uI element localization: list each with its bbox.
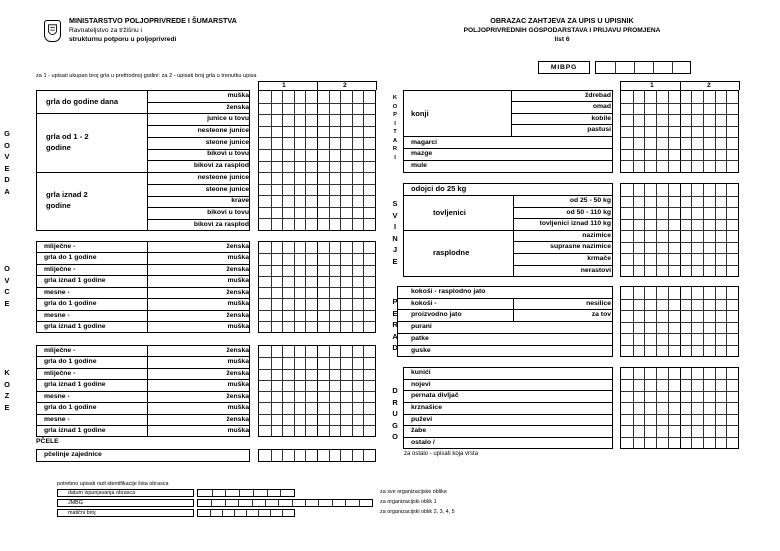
ovce-mlijecne-2: mliječne - xyxy=(44,266,76,273)
ovce-zenska-2: ženska xyxy=(226,266,249,273)
footer-title: potrebno upisati radi identifikacije lista obrasca xyxy=(57,481,169,487)
section-kopitari-letter: K xyxy=(392,95,398,101)
footer-datum-label: datum ispunjavanja obrasca xyxy=(68,490,136,496)
label-kokosi-rasplodno: kokoši - rasplodno jato xyxy=(411,288,486,295)
koze-mesne-2: mesne - xyxy=(44,416,70,423)
label-bikovi-u-tovu: bikovi u tovu xyxy=(207,150,249,157)
label-tovljenici-iznad: tovljenici iznad 110 kg xyxy=(539,220,611,227)
label-grla-do-godine: grla do godine dana xyxy=(46,97,119,106)
label-muska: muška xyxy=(227,92,249,99)
svinje-entry-grid[interactable] xyxy=(620,183,739,277)
footer-maticni-label-box xyxy=(57,509,194,517)
label-odojci: odojci do 25 kg xyxy=(411,184,467,193)
koze-zenska-1: ženska xyxy=(226,347,249,354)
label-ostalo: ostalo / xyxy=(411,439,435,446)
label-steone-junice: steone junice xyxy=(205,139,249,146)
section-perad-letter: E xyxy=(392,308,398,318)
footer-note-1: za sve organizacijske oblike xyxy=(380,489,447,495)
label-godine-2: godine xyxy=(46,201,71,210)
ovce-muska-4: muška xyxy=(227,323,249,330)
section-ovce-letter: O xyxy=(4,264,10,273)
ovce-muska-2: muška xyxy=(227,277,249,284)
ovce-zenska-1: ženska xyxy=(226,243,249,250)
section-svinje-letter: I xyxy=(393,222,397,231)
label-kobile: kobile xyxy=(591,115,611,122)
label-pcelinje-zajednice: pčelinje zajednice xyxy=(44,451,102,458)
label-bikovi-za-rasplod-2: bikovi za rasplod xyxy=(193,221,249,228)
section-drugo-letter: U xyxy=(392,409,398,418)
label-rasplodne: rasplodne xyxy=(433,248,470,257)
label-od-50-110: od 50 - 110 kg xyxy=(566,209,611,216)
label-proizvodno-jato: proizvodno jato xyxy=(411,311,462,318)
section-svinje-letter: J xyxy=(392,245,398,254)
sheet-number: list 6 xyxy=(554,36,570,43)
goveda-entry-grid[interactable] xyxy=(258,90,376,231)
label-nazimice: nazimice xyxy=(582,232,611,239)
section-svinje-letter: V xyxy=(392,210,398,220)
section-goveda-letter: D xyxy=(4,175,10,184)
section-perad-letter: D xyxy=(392,343,398,352)
footer-note-2: za organizacijski oblik 1 xyxy=(380,499,437,505)
ovce-grla-do-1: grla do 1 godine xyxy=(44,254,97,261)
section-ovce-letter: C xyxy=(4,287,10,296)
section-koze xyxy=(2,367,12,413)
mibpg-input[interactable] xyxy=(595,61,691,74)
kopitari-entry-grid[interactable] xyxy=(620,90,739,173)
label-od-25-50: od 25 - 50 kg xyxy=(569,197,611,204)
section-drugo xyxy=(390,385,400,443)
label-zenska: ženska xyxy=(226,104,249,111)
koze-grla-iznad-1: grla iznad 1 godine xyxy=(44,381,106,388)
koze-muska-3: muška xyxy=(227,404,249,411)
section-goveda-letter: V xyxy=(4,152,10,161)
section-koze-letter: K xyxy=(4,368,10,377)
label-zdrebad: ždrebad xyxy=(584,92,611,99)
koze-mesne-1: mesne - xyxy=(44,393,70,400)
label-omad: omad xyxy=(592,103,611,110)
department-line-2: strukturnu potporu u poljoprivredi xyxy=(69,36,177,43)
ovce-muska-1: muška xyxy=(227,254,249,261)
ovce-mesne-2: mesne - xyxy=(44,312,70,319)
label-kunici: kunići xyxy=(411,369,431,376)
ovce-mesne-1: mesne - xyxy=(44,289,70,296)
mibpg-label: MIBPG xyxy=(550,64,578,71)
section-kopitari-letter: T xyxy=(393,129,397,135)
label-pastusi: pastusi xyxy=(587,126,611,133)
ovce-muska-3: muška xyxy=(227,300,249,307)
koze-grla-do-1-mesne: grla do 1 godine xyxy=(44,404,97,411)
label-tovljenici: tovljenici xyxy=(433,208,466,217)
za-ostalo-note: za ostalo - upisati koja vrsta xyxy=(404,451,479,457)
label-grla-od-1-2: grla od 1 - 2 xyxy=(46,132,89,141)
footer-datum-label-box xyxy=(57,489,194,497)
ministry-name: MINISTARSTVO POLJOPRIVREDE I ŠUMARSTVA xyxy=(69,16,237,25)
drugo-entry-grid[interactable] xyxy=(620,367,739,449)
section-goveda-letter: O xyxy=(4,140,10,150)
koze-mlijecne-1: mliječne - xyxy=(44,347,76,354)
koze-entry-grid[interactable] xyxy=(258,345,376,437)
koze-zenska-4: ženska xyxy=(226,416,249,423)
koze-muska-1: muška xyxy=(227,358,249,365)
ovce-entry-grid[interactable] xyxy=(258,241,376,333)
label-konji: konji xyxy=(411,109,429,118)
section-koze-letter: O xyxy=(4,379,10,389)
section-drugo-letter: D xyxy=(392,386,398,395)
label-krznasice: krznašice xyxy=(411,404,442,411)
section-svinje-letter: S xyxy=(392,199,398,208)
section-kopitari xyxy=(390,94,400,162)
label-suprasne-nazimice: suprasne nazimice xyxy=(550,243,611,250)
section-kopitari-letter: R xyxy=(392,146,398,152)
section-koze-letter: E xyxy=(4,402,10,412)
koze-mlijecne-2: mliječne - xyxy=(44,370,76,377)
koze-grla-iznad-1-mesne: grla iznad 1 godine xyxy=(44,427,106,434)
right-col-1-header: 1 xyxy=(650,82,654,89)
section-kopitari-letter: P xyxy=(393,112,397,118)
label-nesteone-junice-2: nesteone junice xyxy=(197,174,249,181)
label-nerastovi: nerastovi xyxy=(580,267,611,274)
label-kokosi: kokoši - xyxy=(411,300,437,307)
footer-maticni-input[interactable] xyxy=(197,509,295,517)
label-guske: guske xyxy=(411,347,431,354)
label-magarci: magarci xyxy=(411,139,438,146)
section-drugo-letter: R xyxy=(392,397,398,407)
section-goveda-letter: A xyxy=(4,186,10,196)
label-mule: mule xyxy=(411,162,427,169)
section-pcele: PČELE xyxy=(36,438,59,445)
label-bikovi-u-tovu-2: bikovi u tovu xyxy=(207,209,249,216)
label-pernata-divljac: pernata divljač xyxy=(411,392,459,399)
section-drugo-letter: G xyxy=(392,420,398,430)
label-patke: patke xyxy=(411,335,429,342)
left-col-2-header: 2 xyxy=(343,82,347,89)
label-junice-u-tovu: junice u tovu xyxy=(207,115,249,122)
label-krmace: krmače xyxy=(587,255,611,262)
koze-muska-4: muška xyxy=(227,427,249,434)
footer-datum-input[interactable] xyxy=(197,489,295,497)
perad-entry-grid[interactable] xyxy=(620,286,739,357)
form-title-1: OBRAZAC ZAHTJEVA ZA UPIS U UPISNIK xyxy=(490,16,634,25)
koze-muska-2: muška xyxy=(227,381,249,388)
section-kopitari-letter: O xyxy=(392,103,398,110)
ovce-grla-iznad-1-mesne: grla iznad 1 godine xyxy=(44,323,106,330)
section-koze-letter: Z xyxy=(4,391,10,400)
label-nesteone-junice: nesteone junice xyxy=(197,127,249,134)
section-svinje-letter: E xyxy=(392,256,398,266)
pcele-entry-grid[interactable] xyxy=(258,449,376,462)
footer-maticni-label: matični broj xyxy=(68,510,96,516)
department-line-1: Ravnateljstvo za tržišnu i xyxy=(69,27,142,34)
section-perad-letter: P xyxy=(392,297,398,306)
section-goveda xyxy=(2,128,12,197)
section-perad-letter: R xyxy=(392,320,398,329)
label-krave: krave xyxy=(231,197,249,204)
ovce-zenska-3: ženska xyxy=(226,289,249,296)
footer-jmbg-label-box xyxy=(57,499,194,507)
form-title-2: POLJOPRIVREDNIH GOSPODARSTAVA I PRIJAVU PROMJENA xyxy=(463,27,661,34)
label-nojevi: nojevi xyxy=(411,381,431,388)
section-perad-letter: A xyxy=(392,331,398,341)
footer-note-3: za organizacijski oblik 2, 3, 4, 5 xyxy=(380,509,455,515)
ovce-grla-do-1-mesne: grla do 1 godine xyxy=(44,300,97,307)
ovce-zenska-4: ženska xyxy=(226,312,249,319)
section-kopitari-letter: A xyxy=(392,137,398,144)
ovce-mlijecne-1: mliječne - xyxy=(44,243,76,250)
label-za-tov: za tov xyxy=(591,311,611,318)
label-puzevi: puževi xyxy=(411,416,433,423)
section-kopitari-letter: I xyxy=(394,120,396,127)
left-col-1-header: 1 xyxy=(282,82,286,89)
ovce-grla-iznad-1: grla iznad 1 godine xyxy=(44,277,106,284)
section-ovce xyxy=(2,263,12,309)
footer-jmbg-input[interactable] xyxy=(197,499,373,507)
label-grla-iznad-2: grla iznad 2 xyxy=(46,190,88,199)
right-col-2-header: 2 xyxy=(707,82,711,89)
label-mazge: mazge xyxy=(411,150,433,157)
koze-zenska-2: ženska xyxy=(226,370,249,377)
footer-jmbg-label: JMBG xyxy=(68,500,83,506)
label-nesilice: nesilice xyxy=(586,300,611,307)
label-godine: godine xyxy=(46,143,71,152)
koze-grla-do-1: grla do 1 godine xyxy=(44,358,97,365)
coat-of-arms-logo xyxy=(44,20,61,42)
label-bikovi-za-rasplod: bikovi za rasplod xyxy=(193,162,249,169)
section-goveda-letter: G xyxy=(4,129,10,138)
section-svinje-letter: N xyxy=(392,233,398,243)
section-ovce-letter: E xyxy=(4,298,10,308)
label-purani: purani xyxy=(411,323,432,330)
section-kopitari-letter: I xyxy=(394,154,396,161)
section-ovce-letter: V xyxy=(4,275,10,285)
koze-zenska-3: ženska xyxy=(226,393,249,400)
section-drugo-letter: O xyxy=(392,432,398,441)
label-zabe: žabe xyxy=(411,427,427,434)
label-steone-junice-2: steone junice xyxy=(205,186,249,193)
section-goveda-letter: E xyxy=(4,163,10,173)
top-instruction-note: za 1 - upisati ukupan broj grla u prethodnoj godini: za 2 - upisati broj grla u trenutku upisa xyxy=(36,73,257,79)
section-svinje xyxy=(390,198,400,267)
mibpg-label-box xyxy=(538,61,590,74)
